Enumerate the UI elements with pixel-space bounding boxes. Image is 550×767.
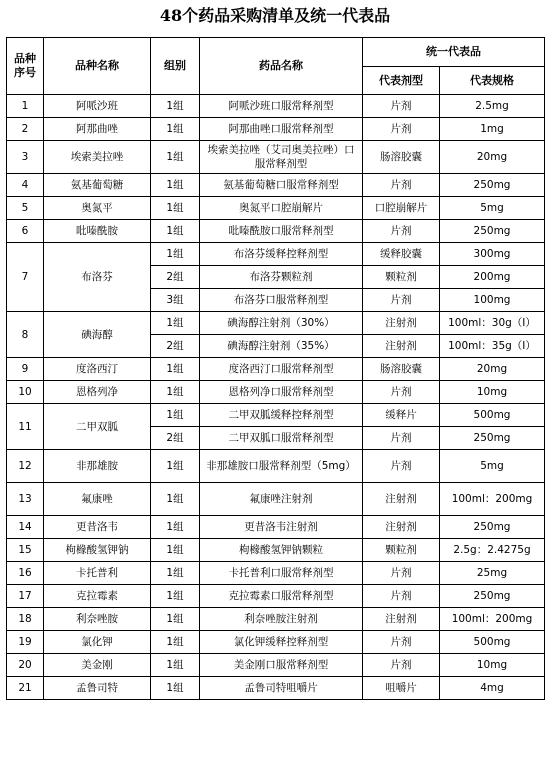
- dosage-cell: 片剂: [363, 118, 440, 141]
- spec-cell: 250mg: [440, 220, 545, 243]
- spec-cell: 4mg: [440, 677, 545, 700]
- group-cell: 1组: [151, 358, 200, 381]
- seq-cell: 4: [7, 174, 44, 197]
- drug-table: [6, 37, 545, 700]
- group-cell: 1组: [151, 197, 200, 220]
- dosage-cell: 注射剂: [363, 312, 440, 335]
- group-cell: 1组: [151, 220, 200, 243]
- spec-cell: 100mg: [440, 289, 545, 312]
- table-row: [7, 631, 545, 654]
- group-cell: 1组: [151, 654, 200, 677]
- drug-cell: 氨基葡萄糖口服常释剂型: [200, 174, 363, 197]
- header-seq: 品种序号: [7, 38, 44, 95]
- spec-cell: 250mg: [440, 585, 545, 608]
- seq-cell: 13: [7, 483, 44, 516]
- dosage-cell: 片剂: [363, 450, 440, 483]
- spec-cell: 100ml：30g（I）: [440, 312, 545, 335]
- seq-cell: 11: [7, 404, 44, 450]
- variety-cell: 孟鲁司特: [44, 677, 151, 700]
- table-row: [7, 608, 545, 631]
- dosage-cell: 肠溶胶囊: [363, 358, 440, 381]
- variety-cell: 美金刚: [44, 654, 151, 677]
- table-row: [7, 585, 545, 608]
- drug-cell: 阿那曲唑口服常释剂型: [200, 118, 363, 141]
- group-cell: 3组: [151, 289, 200, 312]
- variety-cell: 恩格列净: [44, 381, 151, 404]
- header-dosage: 代表剂型: [363, 67, 440, 95]
- variety-cell: 更昔洛韦: [44, 516, 151, 539]
- seq-cell: 18: [7, 608, 44, 631]
- group-cell: 1组: [151, 516, 200, 539]
- table-row: [7, 312, 545, 335]
- group-cell: 2组: [151, 335, 200, 358]
- spec-cell: 500mg: [440, 404, 545, 427]
- table-row: [7, 358, 545, 381]
- group-cell: 1组: [151, 585, 200, 608]
- group-cell: 1组: [151, 631, 200, 654]
- dosage-cell: 片剂: [363, 562, 440, 585]
- dosage-cell: 注射剂: [363, 335, 440, 358]
- dosage-cell: 片剂: [363, 220, 440, 243]
- header-drug: 药品名称: [200, 38, 363, 95]
- variety-cell: 氟康唑: [44, 483, 151, 516]
- drug-cell: 埃索美拉唑（艾司奥美拉唑）口服常释剂型: [200, 141, 363, 174]
- seq-cell: 10: [7, 381, 44, 404]
- group-cell: 1组: [151, 95, 200, 118]
- table-row: [7, 197, 545, 220]
- drug-cell: 利奈唑胺注射剂: [200, 608, 363, 631]
- spec-cell: 100ml：35g（I）: [440, 335, 545, 358]
- header-rep: 统一代表品: [363, 38, 545, 67]
- spec-cell: 2.5mg: [440, 95, 545, 118]
- dosage-cell: 咀嚼片: [363, 677, 440, 700]
- drug-cell: 卡托普利口服常释剂型: [200, 562, 363, 585]
- group-cell: 1组: [151, 677, 200, 700]
- drug-cell: 布洛芬颗粒剂: [200, 266, 363, 289]
- group-cell: 1组: [151, 381, 200, 404]
- variety-cell: 阿那曲唑: [44, 118, 151, 141]
- seq-cell: 21: [7, 677, 44, 700]
- spec-cell: 5mg: [440, 197, 545, 220]
- drug-cell: 克拉霉素口服常释剂型: [200, 585, 363, 608]
- spec-cell: 200mg: [440, 266, 545, 289]
- dosage-cell: 片剂: [363, 381, 440, 404]
- group-cell: 2组: [151, 266, 200, 289]
- spec-cell: 5mg: [440, 450, 545, 483]
- seq-cell: 7: [7, 243, 44, 312]
- spec-cell: 10mg: [440, 381, 545, 404]
- header-spec: 代表规格: [440, 67, 545, 95]
- seq-cell: 12: [7, 450, 44, 483]
- variety-cell: 埃索美拉唑: [44, 141, 151, 174]
- drug-cell: 孟鲁司特咀嚼片: [200, 677, 363, 700]
- table-row: [7, 483, 545, 516]
- drug-cell: 枸橼酸氢钾钠颗粒: [200, 539, 363, 562]
- document-title: 48个药品采购清单及统一代表品: [159, 6, 391, 25]
- drug-cell: 二甲双胍口服常释剂型: [200, 427, 363, 450]
- variety-cell: 度洛西汀: [44, 358, 151, 381]
- group-cell: 1组: [151, 483, 200, 516]
- spec-cell: 250mg: [440, 174, 545, 197]
- dosage-cell: 注射剂: [363, 608, 440, 631]
- variety-cell: 卡托普利: [44, 562, 151, 585]
- table-row: [7, 450, 545, 483]
- drug-cell: 碘海醇注射剂（35%）: [200, 335, 363, 358]
- drug-cell: 布洛芬口服常释剂型: [200, 289, 363, 312]
- table-row: [7, 654, 545, 677]
- table-row: [7, 141, 545, 174]
- spec-cell: 100ml：200mg: [440, 608, 545, 631]
- drug-cell: 碘海醇注射剂（30%）: [200, 312, 363, 335]
- group-cell: 1组: [151, 141, 200, 174]
- group-cell: 1组: [151, 562, 200, 585]
- spec-cell: 20mg: [440, 141, 545, 174]
- drug-cell: 氟康唑注射剂: [200, 483, 363, 516]
- seq-cell: 9: [7, 358, 44, 381]
- variety-cell: 碘海醇: [44, 312, 151, 358]
- seq-cell: 8: [7, 312, 44, 358]
- dosage-cell: 片剂: [363, 289, 440, 312]
- variety-cell: 布洛芬: [44, 243, 151, 312]
- dosage-cell: 片剂: [363, 427, 440, 450]
- dosage-cell: 缓释片: [363, 404, 440, 427]
- table-row: [7, 243, 545, 266]
- group-cell: 2组: [151, 427, 200, 450]
- table-row: [7, 539, 545, 562]
- variety-cell: 二甲双胍: [44, 404, 151, 450]
- spec-cell: 250mg: [440, 516, 545, 539]
- dosage-cell: 注射剂: [363, 516, 440, 539]
- header-variety: 品种名称: [44, 38, 151, 95]
- header-group: 组别: [151, 38, 200, 95]
- drug-cell: 恩格列净口服常释剂型: [200, 381, 363, 404]
- group-cell: 1组: [151, 118, 200, 141]
- spec-cell: 25mg: [440, 562, 545, 585]
- drug-cell: 奥氮平口腔崩解片: [200, 197, 363, 220]
- seq-cell: 15: [7, 539, 44, 562]
- drug-cell: 吡嗪酰胺口服常释剂型: [200, 220, 363, 243]
- dosage-cell: 片剂: [363, 95, 440, 118]
- group-cell: 1组: [151, 243, 200, 266]
- seq-cell: 5: [7, 197, 44, 220]
- drug-cell: 度洛西汀口服常释剂型: [200, 358, 363, 381]
- drug-cell: 更昔洛韦注射剂: [200, 516, 363, 539]
- seq-cell: 6: [7, 220, 44, 243]
- dosage-cell: 颗粒剂: [363, 539, 440, 562]
- spec-cell: 2.5g：2.4275g: [440, 539, 545, 562]
- variety-cell: 枸橼酸氢钾钠: [44, 539, 151, 562]
- dosage-cell: 注射剂: [363, 483, 440, 516]
- seq-cell: 16: [7, 562, 44, 585]
- spec-cell: 20mg: [440, 358, 545, 381]
- table-row: [7, 677, 545, 700]
- drug-cell: 美金刚口服常释剂型: [200, 654, 363, 677]
- seq-cell: 17: [7, 585, 44, 608]
- drug-cell: 布洛芬缓释控释剂型: [200, 243, 363, 266]
- seq-cell: 1: [7, 95, 44, 118]
- seq-cell: 2: [7, 118, 44, 141]
- seq-cell: 19: [7, 631, 44, 654]
- dosage-cell: 片剂: [363, 654, 440, 677]
- dosage-cell: 片剂: [363, 585, 440, 608]
- dosage-cell: 口腔崩解片: [363, 197, 440, 220]
- group-cell: 1组: [151, 312, 200, 335]
- table-row: [7, 381, 545, 404]
- group-cell: 1组: [151, 608, 200, 631]
- seq-cell: 14: [7, 516, 44, 539]
- spec-cell: 100ml：200mg: [440, 483, 545, 516]
- variety-cell: 氯化钾: [44, 631, 151, 654]
- seq-cell: 3: [7, 141, 44, 174]
- table-row: [7, 220, 545, 243]
- group-cell: 1组: [151, 539, 200, 562]
- variety-cell: 吡嗪酰胺: [44, 220, 151, 243]
- spec-cell: 500mg: [440, 631, 545, 654]
- variety-cell: 非那雄胺: [44, 450, 151, 483]
- dosage-cell: 肠溶胶囊: [363, 141, 440, 174]
- drug-cell: 氯化钾缓释控释剂型: [200, 631, 363, 654]
- variety-cell: 利奈唑胺: [44, 608, 151, 631]
- spec-cell: 1mg: [440, 118, 545, 141]
- drug-cell: 非那雄胺口服常释剂型（5mg）: [200, 450, 363, 483]
- table-row: [7, 562, 545, 585]
- drug-cell: 二甲双胍缓释控释剂型: [200, 404, 363, 427]
- dosage-cell: 片剂: [363, 631, 440, 654]
- spec-cell: 250mg: [440, 427, 545, 450]
- group-cell: 1组: [151, 174, 200, 197]
- table-row: [7, 516, 545, 539]
- group-cell: 1组: [151, 404, 200, 427]
- dosage-cell: 片剂: [363, 174, 440, 197]
- table-row: [7, 118, 545, 141]
- drug-cell: 阿哌沙班口服常释剂型: [200, 95, 363, 118]
- table-row: [7, 95, 545, 118]
- variety-cell: 氨基葡萄糖: [44, 174, 151, 197]
- group-cell: 1组: [151, 450, 200, 483]
- variety-cell: 克拉霉素: [44, 585, 151, 608]
- table-row: [7, 174, 545, 197]
- dosage-cell: 颗粒剂: [363, 266, 440, 289]
- spec-cell: 300mg: [440, 243, 545, 266]
- seq-cell: 20: [7, 654, 44, 677]
- spec-cell: 10mg: [440, 654, 545, 677]
- dosage-cell: 缓释胶囊: [363, 243, 440, 266]
- variety-cell: 阿哌沙班: [44, 95, 151, 118]
- variety-cell: 奥氮平: [44, 197, 151, 220]
- table-row: [7, 404, 545, 427]
